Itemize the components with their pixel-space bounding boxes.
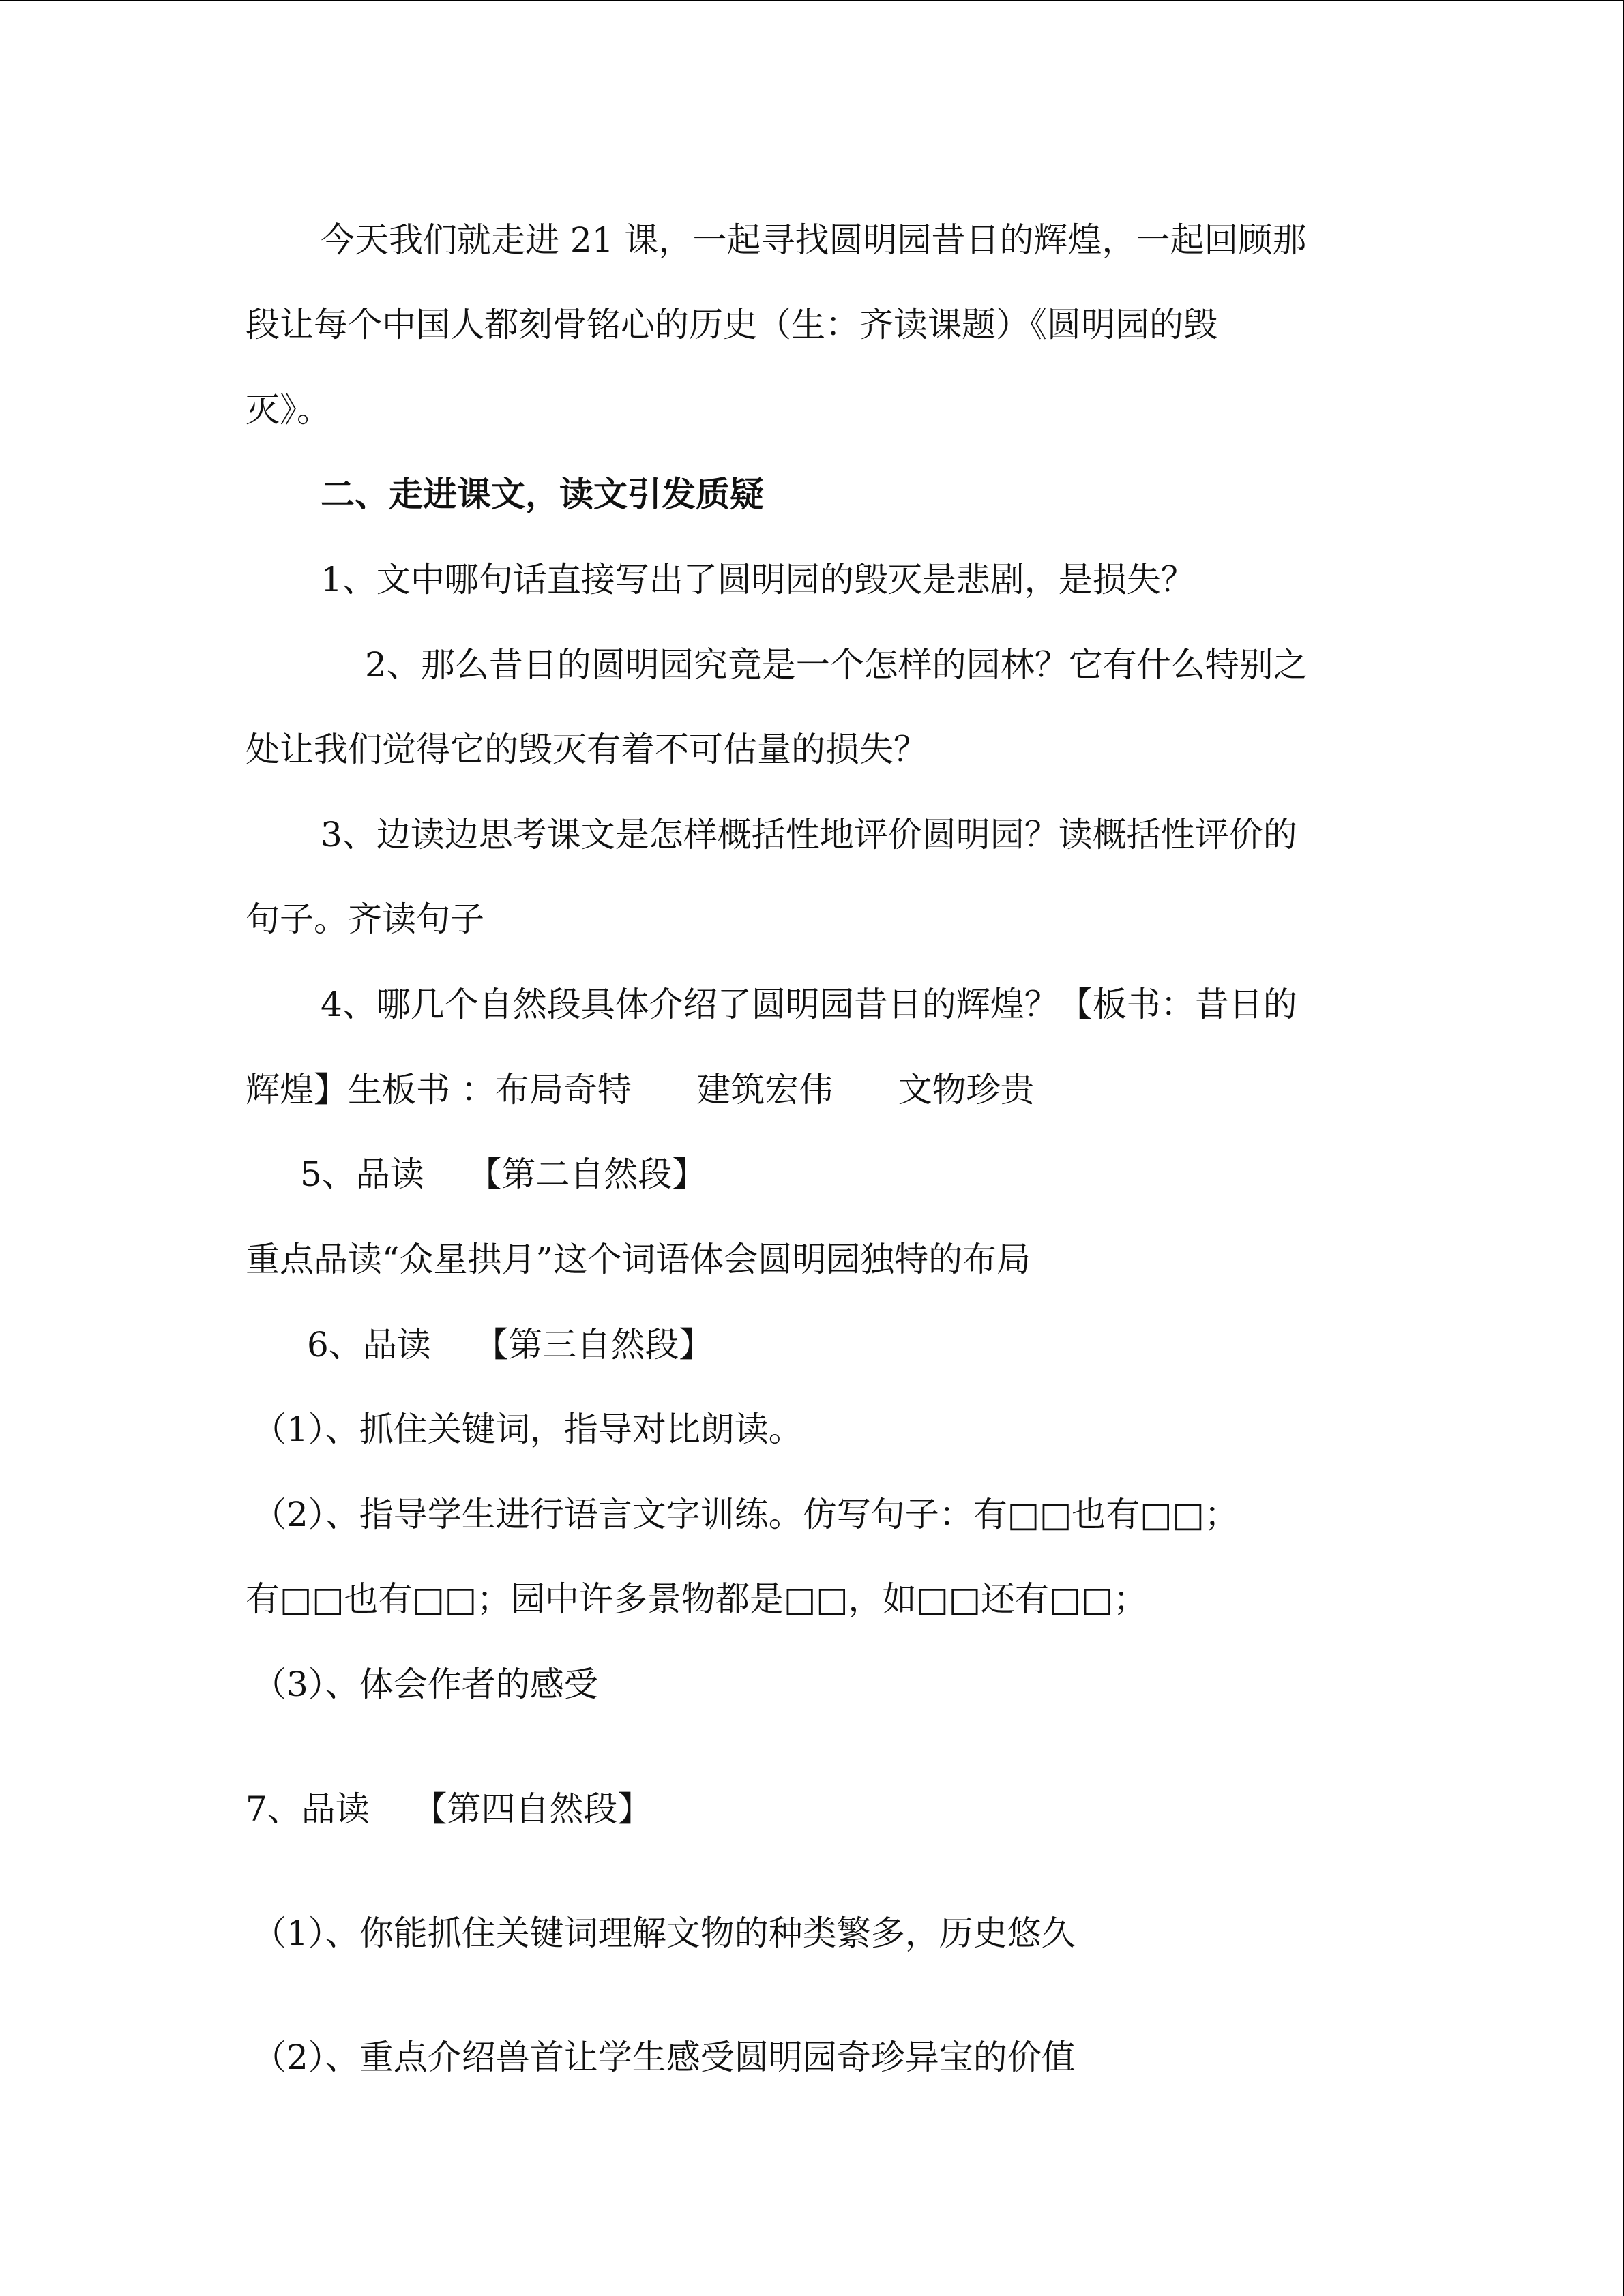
intro-paragraph-line-2: 段让每个中国人都刻骨铭心的历史（生：齐读课题）《圆明园的毁: [246, 305, 1217, 344]
question-7-item-2: （2）、重点介绍兽首让学生感受圆明园奇珍异宝的价值: [252, 2038, 1076, 2077]
question-4-line-1: 4、哪几个自然段具体介绍了圆明园昔日的辉煌？【板书：昔日的: [321, 985, 1297, 1024]
question-1: 1、文中哪句话直接写出了圆明园的毁灭是悲剧，是损失？: [321, 560, 1195, 599]
question-5-detail: 重点品读“众星拱月”这个词语体会圆明园独特的布局: [246, 1240, 1031, 1279]
section-heading: 二、走进课文，读文引发质疑: [321, 474, 764, 514]
intro-paragraph-line-1: 今天我们就走进 21 课，一起寻找圆明园昔日的辉煌，一起回顾那: [321, 220, 1307, 260]
intro-paragraph-line-3: 灭》。: [246, 390, 331, 430]
question-4-line-2: 辉煌】生板书 ：布局奇特 建筑宏伟 文物珍贵: [246, 1070, 1035, 1109]
question-3-line-1: 3、边读边思考课文是怎样概括性地评价圆明园？读概括性评价的: [321, 815, 1297, 854]
question-7-item-1: （1）、你能抓住关键词理解文物的种类繁多，历史悠久: [252, 1913, 1076, 1953]
page-top-border: [0, 0, 1624, 1]
question-2-line-1: 2、那么昔日的圆明园究竟是一个怎样的园林？它有什么特别之: [365, 645, 1308, 685]
question-6-heading: 6、品读 【第三自然段】: [307, 1325, 713, 1365]
question-3-line-2: 句子。齐读句子: [246, 899, 484, 939]
question-6-item-3: （3）、体会作者的感受: [252, 1665, 598, 1704]
question-6-item-1: （1）、抓住关键词，指导对比朗读。: [252, 1410, 803, 1449]
question-6-item-2-line-2: 有□□也有□□；园中许多景物都是□□，如□□还有□□；: [246, 1579, 1148, 1619]
question-6-item-2-line-1: （2）、指导学生进行语言文字训练。仿写句子：有□□也有□□；: [252, 1495, 1239, 1534]
question-7-heading: 7、品读 【第四自然段】: [246, 1789, 652, 1829]
question-5-heading: 5、品读 【第二自然段】: [300, 1154, 707, 1194]
question-2-line-2: 处让我们觉得它的毁灭有着不可估量的损失？: [246, 730, 928, 769]
